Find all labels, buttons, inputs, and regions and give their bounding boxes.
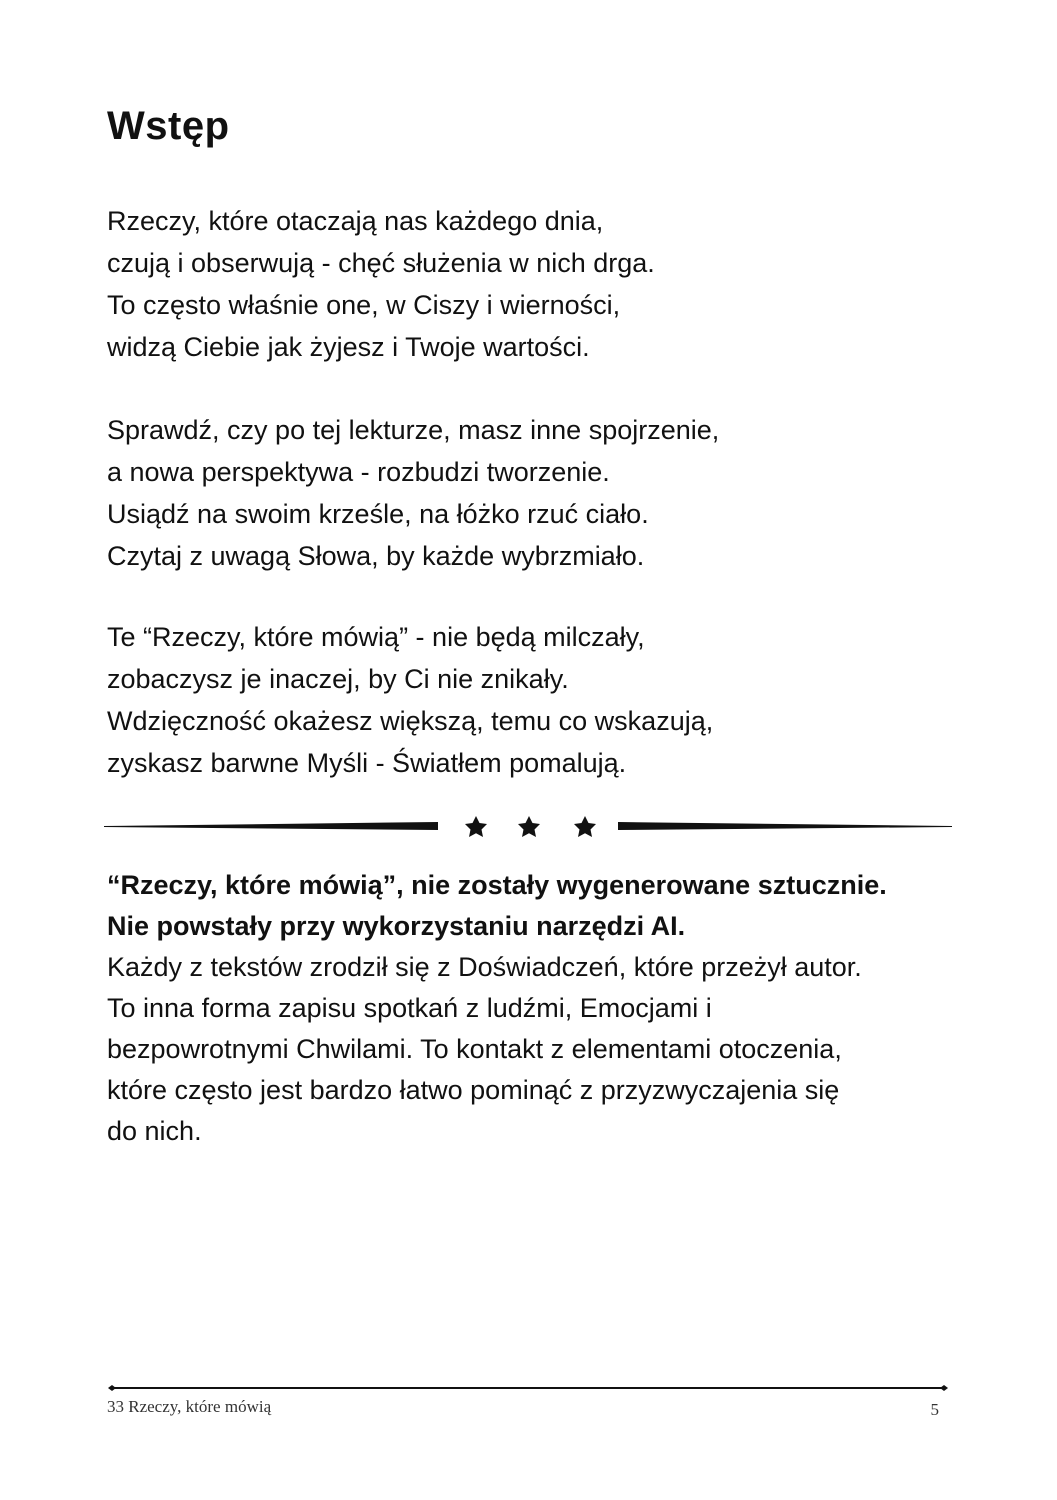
poem-line: Wdzięczność okażesz większą, temu co wskazują,	[107, 706, 714, 736]
page-number: 5	[930, 1400, 939, 1419]
poem-line: Rzeczy, które otaczają nas każdego dnia,	[107, 206, 604, 236]
poem-line: Usiądź na swoim krześle, na łóżko rzuć ciało.	[107, 499, 649, 529]
page-title: Wstęp	[107, 104, 230, 148]
poem-stanza-1	[107, 200, 655, 368]
poem-line: zyskasz barwne Myśli - Światłem pomalują.	[107, 748, 627, 778]
footer-book-title: 33 Rzeczy, które mówią	[107, 1397, 272, 1416]
note-line: które często jest bardzo łatwo pominąć z przyzwyczajenia się	[107, 1075, 840, 1105]
poem-line: Sprawdź, czy po tej lekturze, masz inne spojrzenie,	[107, 415, 720, 445]
poem-stanza-3	[107, 616, 713, 784]
note-line: bezpowrotnymi Chwilami. To kontakt z elementami otoczenia,	[107, 1034, 842, 1064]
poem-line: To często właśnie one, w Ciszy i wierności,	[107, 290, 621, 320]
poem-stanza-2	[107, 409, 719, 577]
poem-line: widzą Ciebie jak żyjesz i Twoje wartości.	[107, 332, 590, 362]
note-line: do nich.	[107, 1116, 202, 1146]
poem-line: zobaczysz je inaczej, by Ci nie znikały.	[107, 664, 569, 694]
note-bold-line: “Rzeczy, które mówią”, nie zostały wygenerowane sztucznie.	[107, 870, 887, 900]
footer-rule-divider	[108, 1381, 948, 1395]
note-bold-line: Nie powstały przy wykorzystaniu narzędzi AI.	[107, 911, 686, 941]
note-line: To inna forma zapisu spotkań z ludźmi, Emocjami i	[107, 993, 712, 1023]
poem-line: Czytaj z uwagą Słowa, by każde wybrzmiało.	[107, 541, 645, 571]
authorship-note	[107, 865, 957, 1152]
poem-line: Te “Rzeczy, które mówią” - nie będą milczały,	[107, 622, 645, 652]
note-line: Każdy z tekstów zrodził się z Doświadczeń, które przeżył autor.	[107, 952, 862, 982]
poem-line: czują i obserwują - chęć służenia w nich drga.	[107, 248, 655, 278]
three-stars-divider-icon	[104, 808, 952, 848]
poem-line: a nowa perspektywa - rozbudzi tworzenie.	[107, 457, 610, 487]
